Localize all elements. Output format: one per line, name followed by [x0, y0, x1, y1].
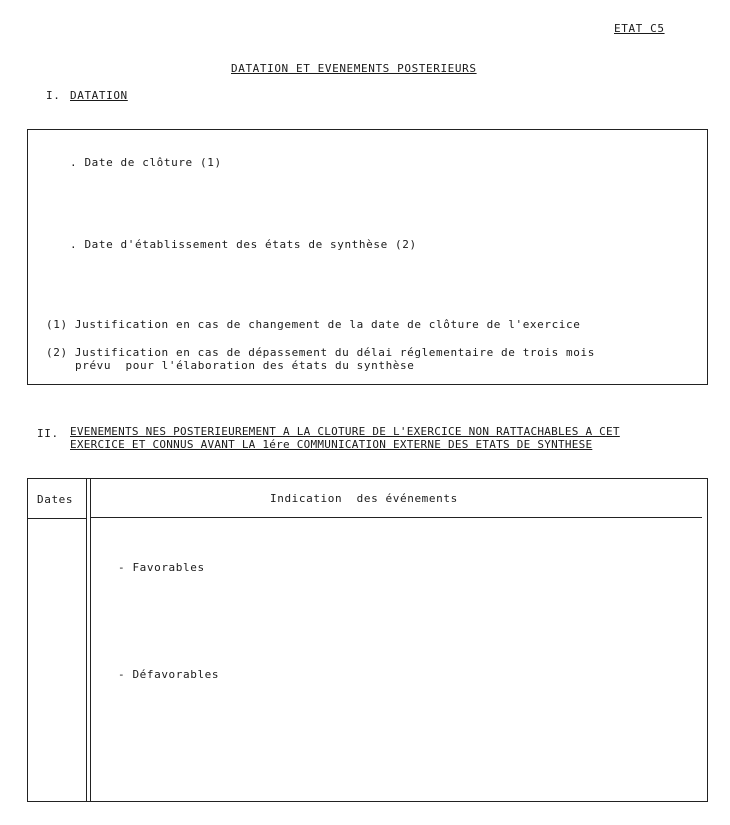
footnote-2-line1: (2) Justification en cas de dépassement du délai réglementaire de trois mois — [46, 346, 595, 359]
favorable-label: - Favorables — [118, 561, 205, 574]
dates-header-rule — [27, 518, 87, 519]
table-column-divider-b — [90, 478, 91, 802]
page-title: DATATION ET EVENEMENTS POSTERIEURS — [231, 62, 477, 75]
section1-heading: DATATION — [70, 89, 128, 102]
establishment-date-label: . Date d'établissement des états de synthèse (2) — [70, 238, 417, 251]
section2-heading-line1: EVENEMENTS NES POSTERIEUREMENT A LA CLOTURE DE L'EXERCICE NON RATTACHABLES A CET — [70, 425, 620, 438]
section2-number: II. — [37, 427, 59, 440]
closing-date-label: . Date de clôture (1) — [70, 156, 222, 169]
section1-number: I. — [46, 89, 61, 102]
section2-heading-line2: EXERCICE ET CONNUS AVANT LA 1ére COMMUNICATION EXTERNE DES ETATS DE SYNTHESE — [70, 438, 593, 451]
footnote-1: (1) Justification en cas de changement de la date de clôture de l'exercice — [46, 318, 581, 331]
indication-header-rule — [90, 517, 702, 518]
table-column-divider-a — [86, 478, 87, 802]
unfavorable-label: - Défavorables — [118, 668, 220, 681]
state-code: ETAT C5 — [614, 22, 665, 35]
dates-column-header: Dates — [37, 493, 74, 506]
events-table — [27, 478, 708, 802]
footnote-2-line2: prévu pour l'élaboration des états du synthèse — [75, 359, 415, 372]
indication-column-header: Indication des événements — [270, 492, 458, 505]
